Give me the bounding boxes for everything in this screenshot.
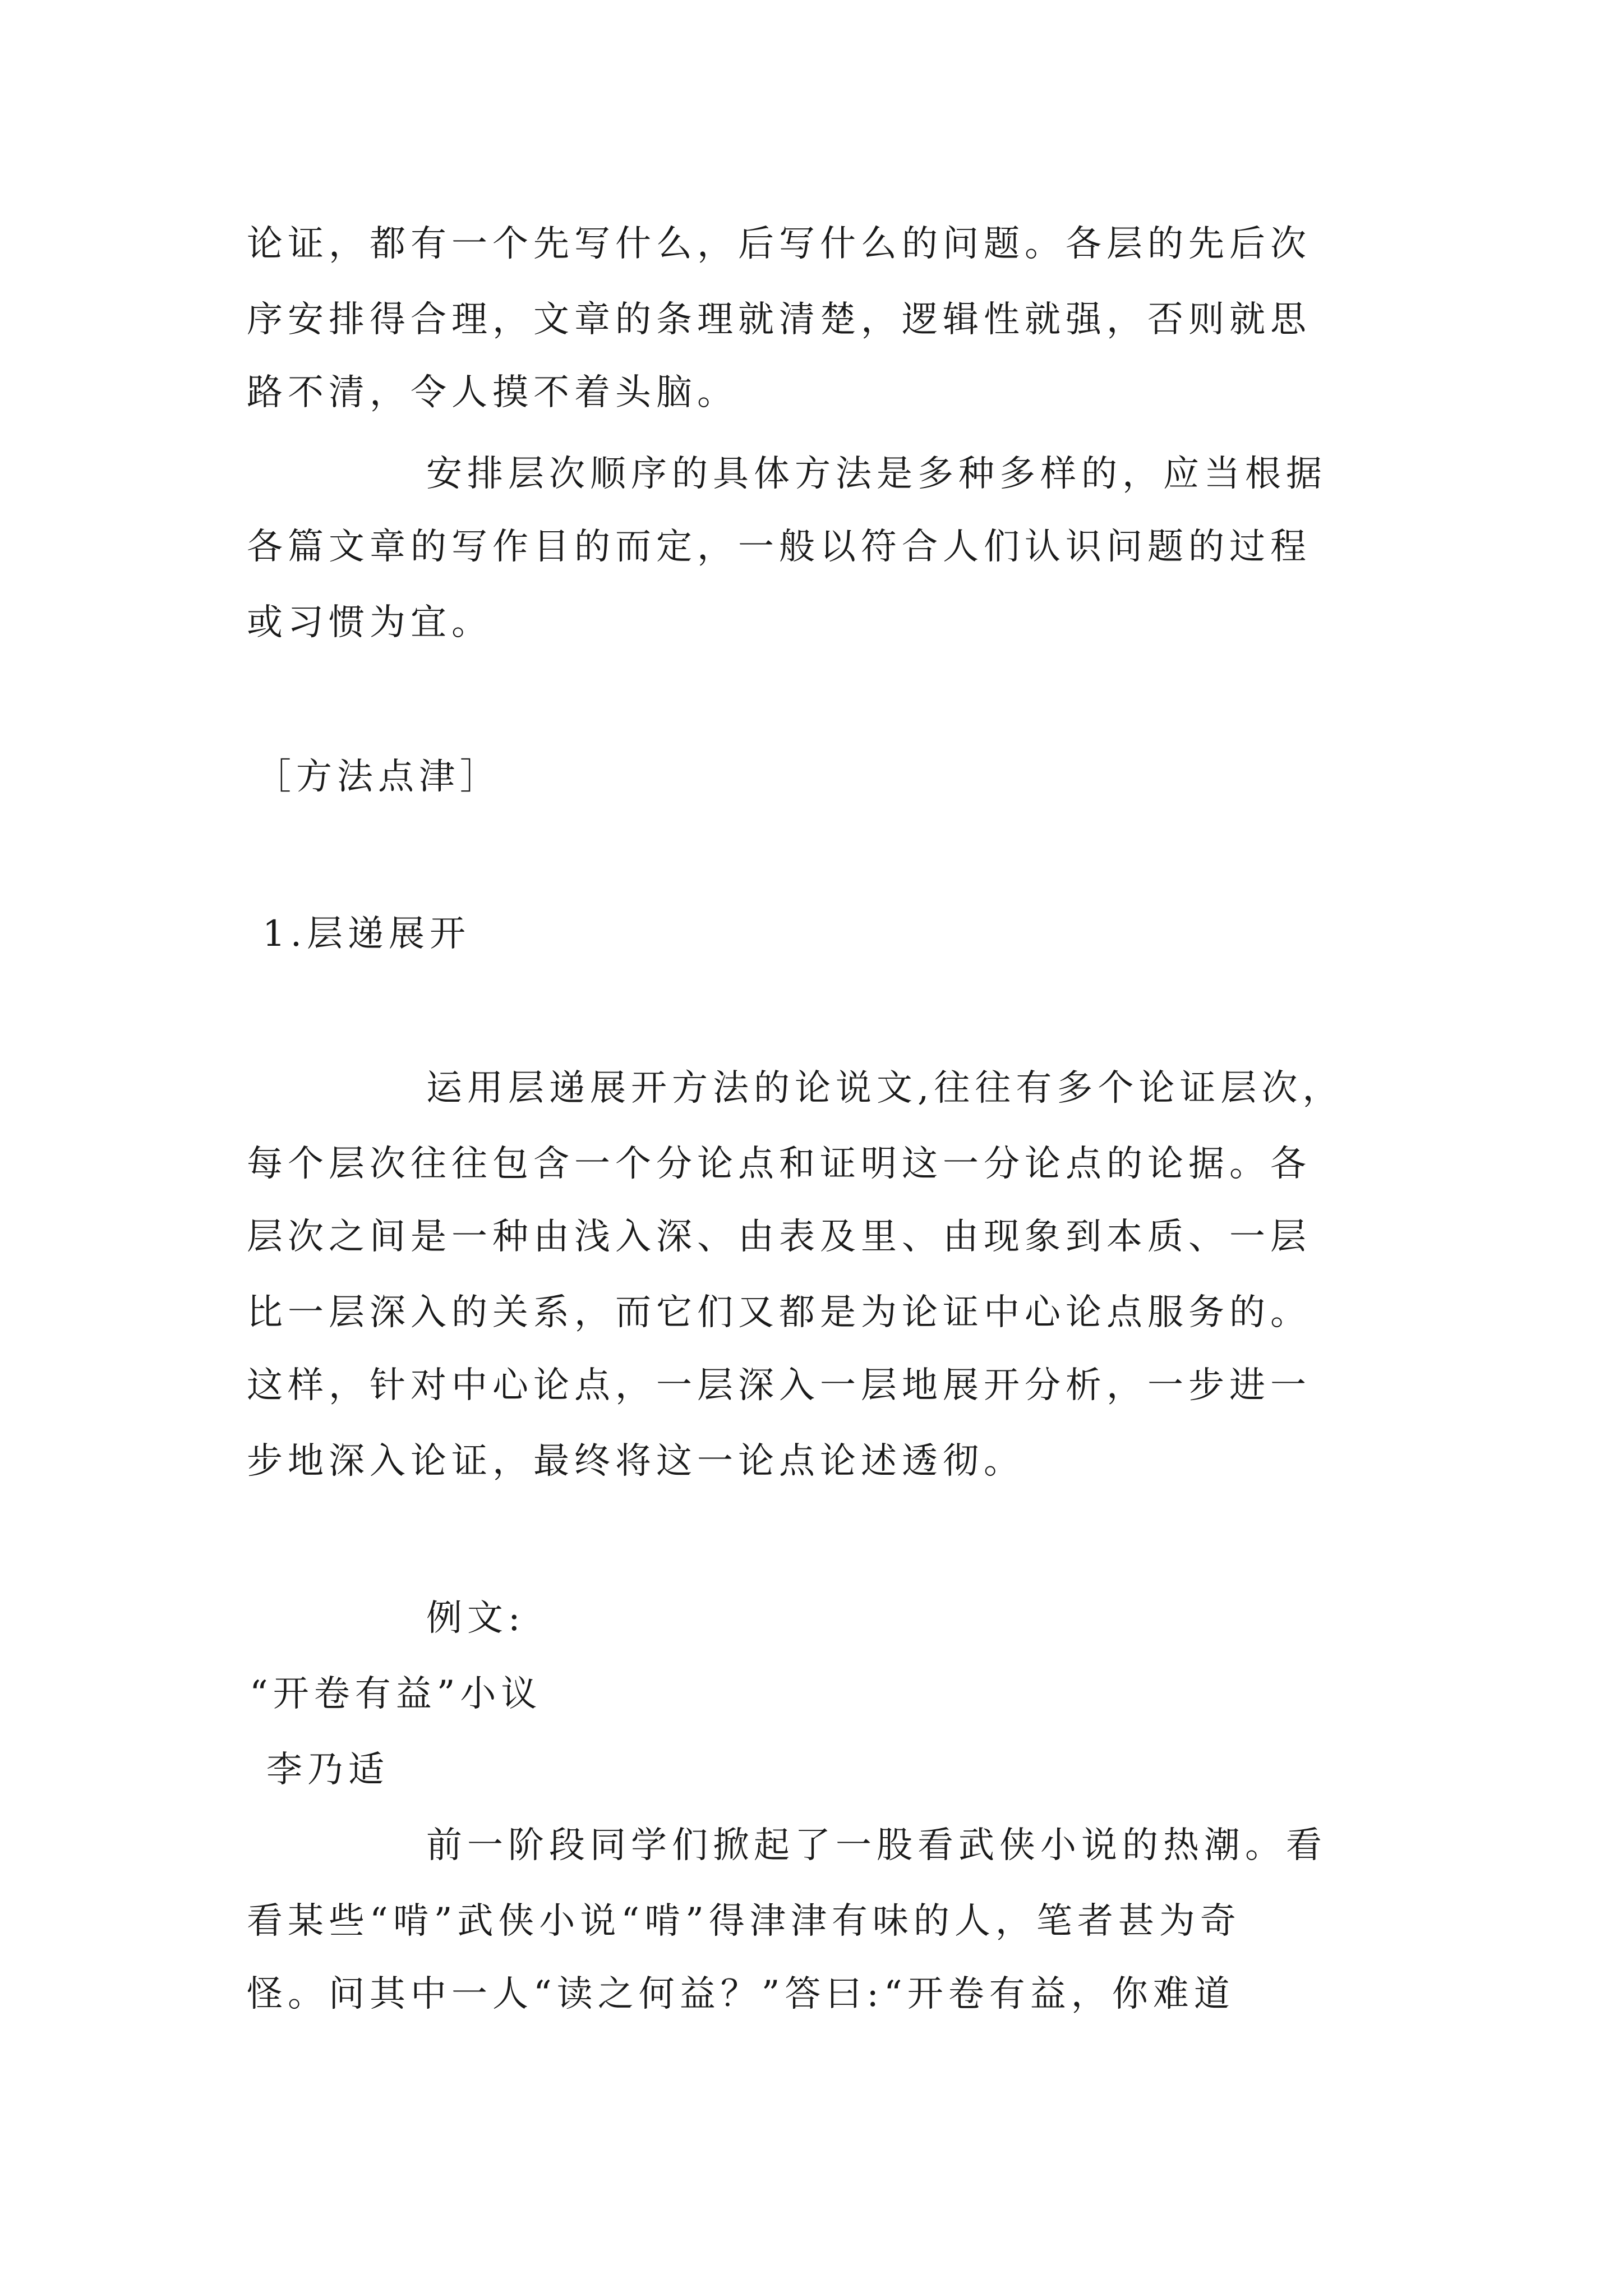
paragraph-layered-line-1: 运用层递展开方法的论说文,往往有多个论证层次， [426, 1068, 1344, 1109]
paragraph-intro-line-1: 论证，都有一个先写什么，后写什么的问题。各层的先后次 [247, 223, 1311, 265]
example-author: 李乃适 [266, 1749, 389, 1791]
example-label: 例文: [426, 1598, 525, 1639]
section-heading: ［方法点津］ [255, 756, 501, 798]
example-body-line-3: 怪。问其中一人“读之何益？”答曰:“开卷有益，你难道 [247, 1973, 1235, 2015]
paragraph-layered-line-3: 层次之间是一种由浅入深、由表及里、由现象到本质、一层 [247, 1216, 1311, 1258]
paragraph-layered-line-4: 比一层深入的关系，而它们又都是为论证中心论点服务的。 [247, 1292, 1311, 1333]
example-title: “开卷有益”小议 [250, 1673, 542, 1715]
paragraph-method-line-3: 或习惯为宜。 [247, 602, 492, 643]
paragraph-method-line-1: 安排层次顺序的具体方法是多种多样的，应当根据 [426, 453, 1327, 495]
paragraph-layered-line-2: 每个层次往往包含一个分论点和证明这一分论点的论据。各 [247, 1143, 1311, 1185]
paragraph-layered-line-6: 步地深入论证，最终将这一论点论述透彻。 [247, 1441, 1025, 1482]
example-body-line-2: 看某些“啃”武侠小说“啃”得津津有味的人，笔者甚为奇 [247, 1901, 1241, 1942]
item-heading: 1.层递展开 [262, 913, 471, 955]
paragraph-method-line-2: 各篇文章的写作目的而定，一般以符合人们认识问题的过程 [247, 526, 1311, 568]
paragraph-intro-line-2: 序安排得合理，文章的条理就清楚，逻辑性就强，否则就思 [247, 299, 1311, 341]
example-body-line-1: 前一阶段同学们掀起了一股看武侠小说的热潮。看 [426, 1825, 1327, 1866]
paragraph-layered-line-5: 这样，针对中心论点，一层深入一层地展开分析，一步进一 [247, 1365, 1311, 1406]
paragraph-intro-line-3: 路不清，令人摸不着头脑。 [247, 372, 738, 413]
